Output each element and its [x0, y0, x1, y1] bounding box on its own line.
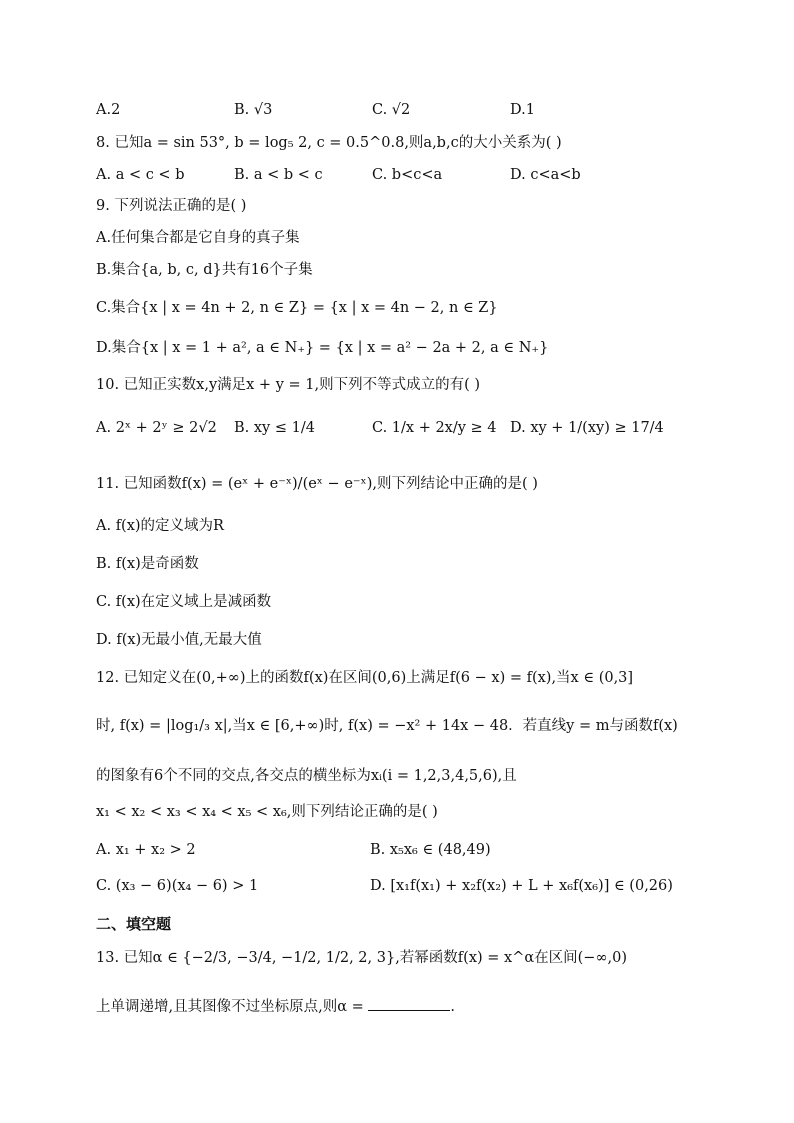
- q12-option-a: A. x₁ + x₂ > 2: [96, 842, 196, 858]
- q8-option-d: D. c<a<b: [510, 167, 581, 183]
- q12-option-d: D. [x₁f(x₁) + x₂f(x₂) + L + x₆f(x₆)] ∈ (0,26): [370, 878, 673, 894]
- q10-option-a: A. 2ˣ + 2ʸ ≥ 2√2: [96, 420, 217, 436]
- q11-option-d: D. f(x)无最小值,无最大值: [96, 632, 262, 648]
- q10-stem: 10. 已知正实数x,y满足x + y = 1,则下列不等式成立的有( ): [96, 377, 481, 393]
- q10-option-d: D. xy + 1/(xy) ≥ 17/4: [510, 420, 664, 436]
- q12-line-3: 的图象有6个不同的交点,各交点的横坐标为xᵢ(i = 1,2,3,4,5,6),且: [96, 768, 517, 784]
- q9-option-b: B.集合{a, b, c, d}共有16个子集: [96, 262, 313, 278]
- q12-line-1: 12. 已知定义在(0,+∞)上的函数f(x)在区间(0,6)上满足f(6 − x) = f(x),当x ∈ (0,3]: [96, 670, 634, 686]
- q8-option-b: B. a < b < c: [234, 167, 323, 183]
- q7-option-d: D.1: [510, 102, 535, 118]
- q12-line-2: 时, f(x) = |log₁/₃ x|,当x ∈ [6,+∞)时, f(x) = −x² + 14x − 48．若直线y = m与函数f(x): [96, 718, 678, 734]
- q7-option-c: C. √2: [372, 102, 411, 118]
- q7-option-b: B. √3: [234, 102, 273, 118]
- q9-option-c: C.集合{x | x = 4n + 2, n ∈ Z} = {x | x = 4n − 2, n ∈ Z}: [96, 300, 498, 316]
- q10-option-b: B. xy ≤ 1/4: [234, 420, 315, 436]
- q11-option-a: A. f(x)的定义域为R: [96, 518, 224, 534]
- q13-line-2: [96, 996, 455, 1017]
- q12-line-4: x₁ < x₂ < x₃ < x₄ < x₅ < x₆,则下列结论正确的是( ): [96, 804, 438, 820]
- q13-line-1: 13. 已知α ∈ {−2/3, −3/4, −1/2, 1/2, 2, 3},若幂函数f(x) = x^α在区间(−∞,0): [96, 950, 628, 966]
- q10-option-c: C. 1/x + 2x/y ≥ 4: [372, 420, 497, 436]
- q11-stem: 11. 已知函数f(x) = (eˣ + e⁻ˣ)/(eˣ − e⁻ˣ),则下列结论中正确的是( ): [96, 476, 538, 492]
- q11-option-c: C. f(x)在定义域上是减函数: [96, 594, 272, 610]
- q9-option-d: D.集合{x | x = 1 + a², a ∈ N₊} = {x | x = a² − 2a + 2, a ∈ N₊}: [96, 340, 549, 356]
- q13-line-2-end: .: [450, 999, 455, 1015]
- q12-option-b: B. x₅x₆ ∈ (48,49): [370, 842, 491, 858]
- q13-line-2-text: 上单调递增,且其图像不过坐标原点,则α =: [96, 999, 369, 1015]
- section-title-fill-in: 二、填空题: [96, 915, 172, 933]
- q13-answer-blank[interactable]: [368, 996, 450, 1011]
- q8-stem: 8. 已知a = sin 53°, b = log₅ 2, c = 0.5^0.8,则a,b,c的大小关系为( ): [96, 135, 562, 151]
- q11-option-b: B. f(x)是奇函数: [96, 556, 199, 572]
- q9-option-a: A.任何集合都是它自身的真子集: [96, 230, 300, 246]
- q12-option-c: C. (x₃ − 6)(x₄ − 6) > 1: [96, 878, 259, 894]
- q9-stem: 9. 下列说法正确的是( ): [96, 198, 247, 214]
- q7-option-a: A.2: [96, 102, 121, 118]
- q8-option-a: A. a < c < b: [96, 167, 185, 183]
- q8-option-c: C. b<c<a: [372, 167, 443, 183]
